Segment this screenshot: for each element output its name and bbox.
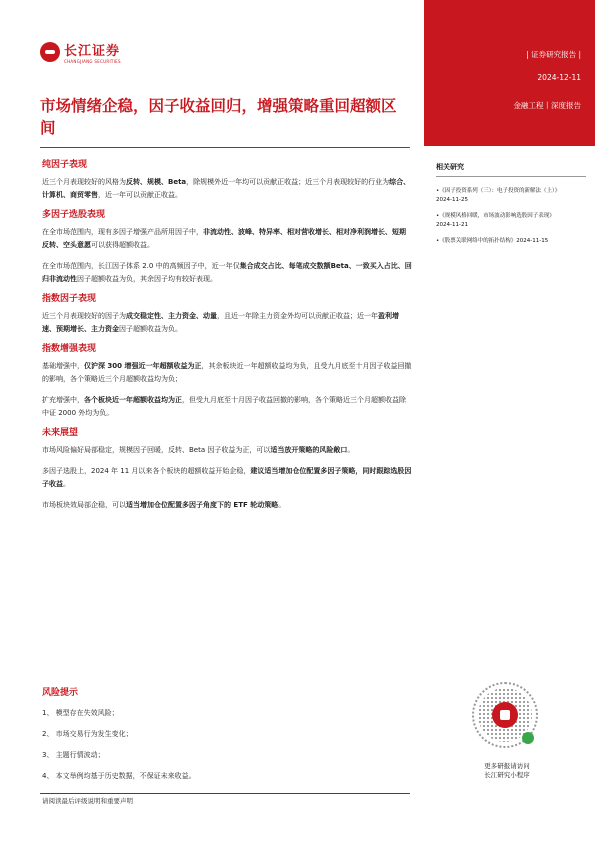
risk-item: 2、 市场交易行为发生变化； (42, 730, 133, 738)
emphasis-text: 反转、规模、Beta (126, 178, 187, 186)
related-research-item[interactable]: •《股票关联网络中的拓扑结构》2024-11-15 (436, 238, 549, 244)
emphasis-text: 盈利增速、预期增长、主力资金 (42, 312, 399, 333)
header-red-panel (424, 0, 595, 146)
paragraph-text: 可以获得超额收益。 (91, 241, 154, 249)
emphasis-text: 适当增加仓位配置多因子角度下的 ETF 轮动策略 (126, 501, 279, 509)
section-paragraph (42, 499, 412, 512)
paragraph-text: 。 (278, 501, 286, 509)
risk-item: 1、 模型存在失效风险； (42, 709, 119, 717)
paragraph-text: ，其余板块近一年超额收益均为负，且受九月底至十月因子收益回撤的影响，各个策略近三个月超额收益均为负； (42, 362, 412, 383)
qr-caption (462, 762, 552, 780)
logo-cn-text: 长江证券 (64, 44, 121, 59)
related-research-item[interactable]: •《规模风格回暖，市场波动影响选股因子表现》 (436, 213, 555, 219)
section-paragraph (42, 176, 412, 202)
related-research (436, 162, 586, 254)
section-heading: 纯因子表现 (42, 160, 88, 170)
risk-item: 3、 主题行情波动； (42, 751, 105, 759)
emphasis-text: 成交稳定性、主力资金、动量 (126, 312, 217, 320)
related-research-date: 2024-11-25 (436, 197, 468, 203)
related-research-heading: 相关研究 (436, 163, 464, 171)
section-heading: 多因子选股表现 (42, 210, 106, 220)
paragraph-text: 。 (63, 480, 70, 488)
footer-divider (40, 793, 410, 794)
company-logo (40, 40, 121, 64)
section-paragraph (42, 310, 412, 336)
report-title: 市场情绪企稳，因子收益回归，增强策略重回超额区间 (40, 97, 397, 137)
paragraph-text: 近三个月表现较好的风格为 (42, 178, 126, 186)
emphasis-text: 非流动性、波峰、特异率、相对营收增长、相对净利润增长、短期反转、空头意愿 (42, 228, 406, 249)
logo-icon (40, 42, 60, 62)
qr-caption-line-2: 长江研究小程序 (484, 771, 530, 779)
emphasis-text: 建议适当增加仓位配置多因子策略，同时跟踪选股因子收益 (42, 467, 412, 488)
risk-section (42, 685, 412, 792)
qr-caption-line-1: 更多研报请访问 (484, 762, 530, 770)
section-paragraph (42, 444, 412, 457)
section-paragraph (42, 260, 412, 286)
paragraph-text: 近三个月表现较好的因子为 (42, 312, 126, 320)
paragraph-text: 因子超额收益为负，其余因子均有较好表现。 (77, 275, 217, 283)
paragraph-text: ，近一年可以贡献正收益。 (98, 191, 182, 199)
section-heading: 未来展望 (42, 428, 79, 438)
paragraph-text: 多因子选股上，2024 年 11 月以来各个板块的超额收益开始企稳， (42, 467, 251, 475)
report-category: 金融工程丨深度报告 (513, 101, 581, 110)
section-paragraph (42, 360, 412, 386)
emphasis-text: 各个板块近一年超额收益均为正 (84, 396, 182, 404)
paragraph-text: 因子超额收益为负。 (119, 325, 182, 333)
main-content (42, 160, 412, 520)
paragraph-text: ，除规模外近一年均可以贡献正收益；近三个月表现较好的行业为 (186, 178, 390, 186)
section-paragraph (42, 465, 412, 491)
paragraph-text: 市场板块效局部企稳，可以 (42, 501, 126, 509)
qr-center-logo-icon (492, 702, 518, 728)
emphasis-text: 综合、计算机、商贸零售 (42, 178, 411, 199)
paragraph-text: 在全市场范围内，长江因子体系 2.0 中的高频因子中，近一年仅 (42, 262, 240, 270)
section-paragraph (42, 394, 412, 420)
risk-heading: 风险提示 (42, 688, 79, 698)
paragraph-text: ，但受九月底至十月因子收益回撤的影响，各个策略近三个月超额收益除中证 2000 外均为负。 (42, 396, 406, 417)
emphasis-text: 适当放开策略的风险敞口 (270, 446, 348, 454)
section-paragraph (42, 226, 412, 252)
footer-disclaimer: 请阅读最后评级说明和重要声明 (42, 797, 133, 805)
section-heading: 指数因子表现 (42, 294, 97, 304)
related-research-divider (436, 176, 586, 177)
report-tag: | 证券研究报告 | (526, 50, 581, 59)
logo-en-text: CHANGJIANG SECURITIES (64, 59, 121, 64)
paragraph-text: 市场风险偏好局部稳定，规模因子回暖，反转、Beta 因子收益为正，可以 (42, 446, 271, 454)
qr-code[interactable] (472, 682, 538, 748)
section-heading: 指数增强表现 (42, 344, 97, 354)
risk-item: 4、 本文举例均基于历史数据，不保证未来收益。 (42, 772, 196, 780)
report-date: 2024-12-11 (537, 73, 581, 82)
emphasis-text: 集合成交占比、每笔成交数额Beta、一致买入占比、回归非流动性 (42, 262, 412, 283)
related-research-date: 2024-11-21 (436, 222, 468, 228)
paragraph-text: 扩充增强中， (42, 396, 84, 404)
title-divider (40, 147, 410, 148)
paragraph-text: ，且近一年除主力资金外均可以贡献正收益；近一年 (217, 312, 378, 320)
paragraph-text: 基础增强中， (42, 362, 84, 370)
paragraph-text: 。 (347, 446, 355, 454)
related-research-item[interactable]: •《因子投资系列（三）：电子投资的新解法（上）》 (436, 188, 561, 194)
emphasis-text: 仅沪深 300 增强近一年超额收益为正 (84, 362, 202, 370)
paragraph-text: 在全市场范围内，现有多因子增强产品所用因子中， (42, 228, 203, 236)
wechat-badge-icon (522, 732, 534, 744)
